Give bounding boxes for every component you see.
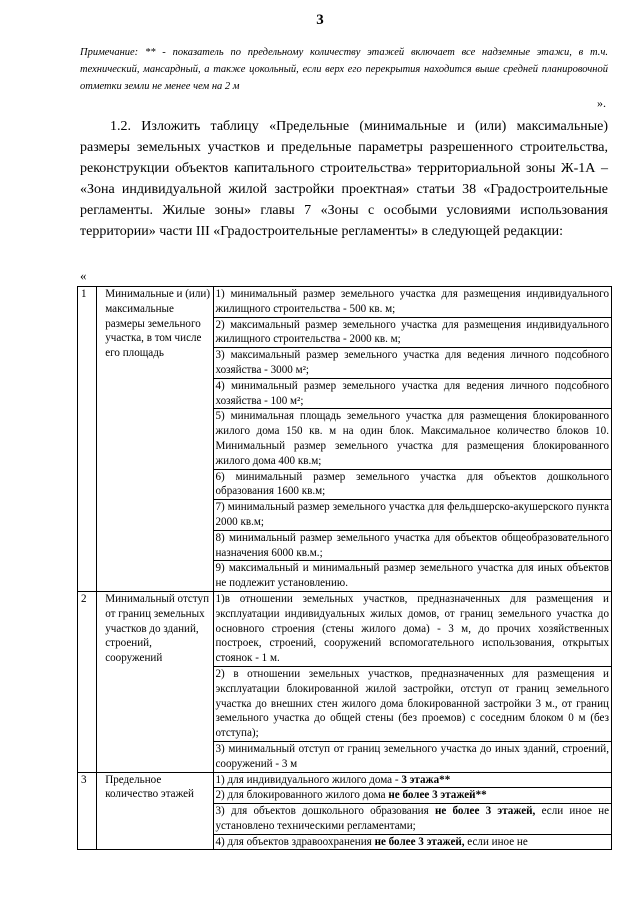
parameter-item: 8) минимальный размер земельного участка для объектов общеобразовательного назначения 6000 кв.м.; — [214, 531, 612, 562]
item-text: 2) для блокированного жилого дома — [215, 789, 389, 802]
item-text: если иное не установлено техническими регламентами; — [215, 805, 610, 832]
table-opening-quote: « — [80, 268, 87, 283]
regulations-table — [77, 286, 612, 850]
item-text: 3) для объектов дошкольного образования — [215, 805, 435, 818]
parameter-item: 6) минимальный размер земельного участка для объектов дошкольного образования 1600 кв.м; — [214, 470, 612, 501]
parameter-values — [213, 591, 612, 772]
item-text: 1) для индивидуального жилого дома - — [215, 773, 402, 786]
parameter-name: Предельное количество этажей — [97, 772, 213, 850]
parameter-name: Минимальные и (или) максимальные размеры земельного участка, в том числе его площадь — [97, 287, 213, 592]
parameter-item: 1) минимальный размер земельного участка для размещения индивидуального жилищного строительства - 500 кв. м; — [214, 287, 612, 318]
parameter-item: 5) минимальная площадь земельного участка для размещения блокированного жилого дома 150 кв. м на один блок. Максимальное количество блоков 10. Минимальный размер земельного участка для размещения блокированного жилого дома 400 кв.м; — [214, 409, 612, 469]
parameter-item: 2) максимальный размер земельного участка для размещения индивидуального жилищного строительства - 2000 кв. м; — [214, 318, 612, 349]
table-row — [78, 591, 612, 772]
item-emphasis: не более 3 этажей, — [434, 805, 536, 818]
parameter-item: 3) максимальный размер земельного участка для ведения личного подсобного хозяйства - 3000 м²; — [214, 348, 612, 379]
parameter-item — [214, 773, 612, 789]
table-row — [78, 287, 612, 592]
parameter-item: 9) максимальный и минимальный размер земельного участка для иных объектов не подлежит установлению. — [215, 562, 609, 590]
item-emphasis: не более 3 этажей** — [388, 789, 487, 802]
parameter-values — [213, 287, 612, 592]
table-row — [78, 772, 612, 850]
parameter-values — [213, 772, 612, 850]
row-number: 1 — [78, 287, 97, 592]
item-emphasis: не более 3 этажей, — [374, 835, 465, 848]
item-emphasis: 3 этажа** — [401, 773, 451, 786]
page-number: 3 — [316, 12, 324, 28]
item-text: 4) для объектов здравоохранения — [215, 835, 375, 848]
parameter-item: 3) минимальный отступ от границ земельного участка до иных зданий, строений, сооружений - 3 м — [215, 742, 609, 770]
row-number: 2 — [78, 591, 97, 772]
footnote: Примечание: ** - показатель по предельному количеству этажей включает все надземные этажи, в т.ч. технический, мансардный, а также цокольный, если верх его перекрытия находится выше средней планировочной отметки земли не менее чем на 2 м — [80, 47, 608, 92]
parameter-item: 7) минимальный размер земельного участка для фельдшерско-акушерского пункта 2000 кв.м; — [214, 500, 612, 531]
parameter-item: 4) минимальный размер земельного участка для ведения личного подсобного хозяйства - 100 м²; — [214, 379, 612, 410]
amendment-paragraph: 1.2. Изложить таблицу «Предельные (минимальные и (или) максимальные) размеры земельных участков и предельные параметры разрешенного строительства, реконструкции объектов капитального строительства» территориальной зоны Ж-1А – «Зона индивидуальной жилой застройки проектная» статьи 38 «Градостроительные регламенты. Жилые зоны» главы 7 «Зоны с особыми условиями использования территории» части III «Градостроительные регламенты» в следующей редакции: — [80, 119, 608, 239]
parameter-item — [214, 835, 612, 850]
parameter-item: 2) в отношении земельных участков, предназначенных для размещения и эксплуатации блокированной жилой застройки, отступ от границ земельного участка до внешних стен жилого дома блокированной застройки 3 м., от границ земельного участка до общей стены (без проемов) с соседним блоком 0 м (без отступа); — [214, 667, 612, 742]
row-number: 3 — [78, 772, 97, 850]
parameter-item — [214, 804, 612, 835]
parameter-name: Минимальный отступ от границ земельных участков до зданий, строений, сооружений — [97, 591, 213, 772]
item-text: если иное не — [464, 835, 528, 848]
parameter-item: 1)в отношении земельных участков, предназначенных для размещения и эксплуатации индивидуальных жилых домов, от границ земельного участка до основного строения (стены жилого дома) - 3 м, до прочих хозяйственных построек, строений, сооружений вспомогательного использования, открытых стоянок - 1 м. — [214, 592, 612, 667]
footnote-closing-quote: ». — [597, 96, 606, 110]
parameter-item — [214, 788, 612, 804]
